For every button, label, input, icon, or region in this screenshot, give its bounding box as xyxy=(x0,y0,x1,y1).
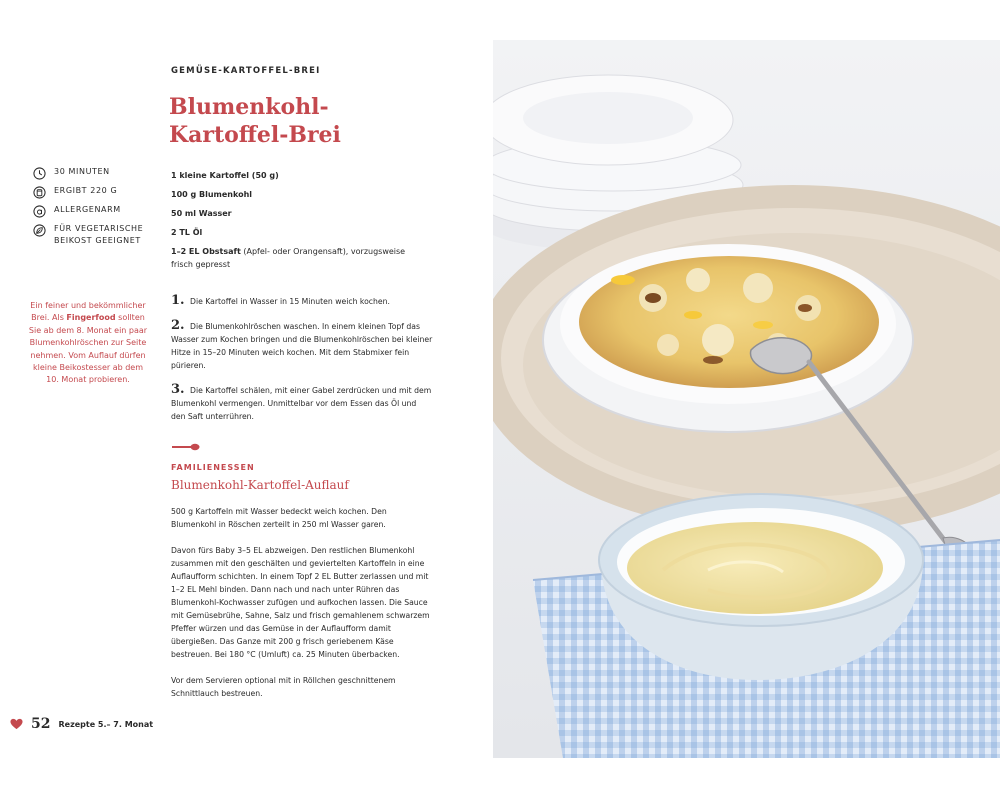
ingredient-item: 1–2 EL Obstsaft (Apfel- oder Orangensaft), vorzugsweise frisch gepresst xyxy=(171,247,406,269)
recipe-title-line-1: Blumenkohl- xyxy=(169,94,329,120)
meta-yield-text: ERGIBT 220 G xyxy=(54,186,118,195)
food-photo-illustration xyxy=(493,40,1000,758)
ingredient-list xyxy=(171,169,411,277)
spoon-icon xyxy=(172,442,200,452)
ingredient-item: 100 g Blumenkohl xyxy=(171,190,253,199)
step-item xyxy=(171,319,433,372)
section-label: GEMÜSE-KARTOFFEL-BREI xyxy=(171,66,321,76)
meta-yield xyxy=(33,185,173,199)
clock-icon xyxy=(33,167,46,180)
step-list xyxy=(171,294,433,434)
family-label: FAMILIENESSEN xyxy=(171,463,255,472)
step-item xyxy=(171,294,433,308)
ingredient-item: 2 TL Öl xyxy=(171,228,203,237)
family-paragraph: Davon fürs Baby 3–5 EL abzweigen. Den restlichen Blumenkohl zusammen mit den geschälten und geviertelten Kartoffeln in eine Auflaufform schichten. In einem Topf 2 EL Butter zerlassen und mit 1–2 EL Mehl binden. Dann nach und nach unter Rühren das Blumenkohl-Kochwasser zufügen und aufkochen lassen. Die Sauce mit Gemüsebrühe, Sahne, Salz und frisch gemahlenem schwarzem Pfeffer würzen und das Gemüse in der Auflaufform damit übergießen. Das Ganze mit 200 g frisch geriebenem Käse bestreuen. Bei 180 °C (Umluft) ca. 25 Minuten überbacken. xyxy=(171,546,430,659)
step-text: Die Blumenkohlröschen waschen. In einem kleinen Topf das Wasser zum Kochen bringen und die Blumenkohlröschen bei kleiner Hitze in 15–20 Minuten weich kochen. Mit dem Stabmixer fein pürieren. xyxy=(171,322,433,370)
family-paragraph: Vor dem Servieren optional mit in Röllchen geschnittenem Schnittlauch bestreuen. xyxy=(171,676,396,698)
allergy-a-icon xyxy=(33,205,46,218)
step-text: Die Kartoffel schälen, mit einer Gabel zerdrücken und mit dem Blumenkohl vermengen. Unmittelbar vor dem Essen das Öl und den Saft unterrühren. xyxy=(171,386,432,421)
family-paragraph: 500 g Kartoffeln mit Wasser bedeckt weich kochen. Den Blumenkohl in Röschen zerteilt in 250 ml Wasser garen. xyxy=(171,507,387,529)
ingredient-item: 50 ml Wasser xyxy=(171,209,232,218)
page-number: 52 xyxy=(31,716,51,732)
recipe-text-page xyxy=(0,0,493,800)
step-number: 3. xyxy=(171,382,185,397)
meta-vegetarian-text: FÜR VEGETARISCHE BEIKOST GEEIGNET xyxy=(54,224,144,245)
footer-chapter: Rezepte 5.– 7. Monat xyxy=(58,719,154,729)
step-number: 1. xyxy=(171,293,185,308)
recipe-title xyxy=(169,93,469,149)
food-photo xyxy=(493,40,1000,758)
meta-vegetarian xyxy=(33,223,173,247)
meta-time-text: 30 MINUTEN xyxy=(54,167,110,176)
meta-allergy-text: ALLERGENARM xyxy=(54,205,121,214)
family-body xyxy=(171,505,433,713)
recipe-title-line-2: Kartoffel-Brei xyxy=(169,122,341,148)
sidenote: Ein feiner und bekömmlicher Brei. Als Fingerfood sollten Sie ab dem 8. Monat ein paar Blumenkohlröschen zur Seite nehmen. Vom Auflauf dürfen kleine Beikostesser ab dem 10. Monat probieren. xyxy=(28,301,148,385)
recipe-meta xyxy=(33,166,173,252)
jar-icon xyxy=(33,186,46,199)
ingredient-item: 1 kleine Kartoffel (50 g) xyxy=(171,171,279,180)
step-item xyxy=(171,383,433,423)
step-text: Die Kartoffel in Wasser in 15 Minuten weich kochen. xyxy=(190,297,390,306)
leaf-icon xyxy=(33,224,46,237)
family-title: Blumenkohl-Kartoffel-Auflauf xyxy=(171,478,349,492)
meta-time xyxy=(33,166,173,180)
step-number: 2. xyxy=(171,318,185,333)
page-footer xyxy=(10,716,153,732)
meta-allergy xyxy=(33,204,173,218)
heart-icon xyxy=(10,718,23,730)
